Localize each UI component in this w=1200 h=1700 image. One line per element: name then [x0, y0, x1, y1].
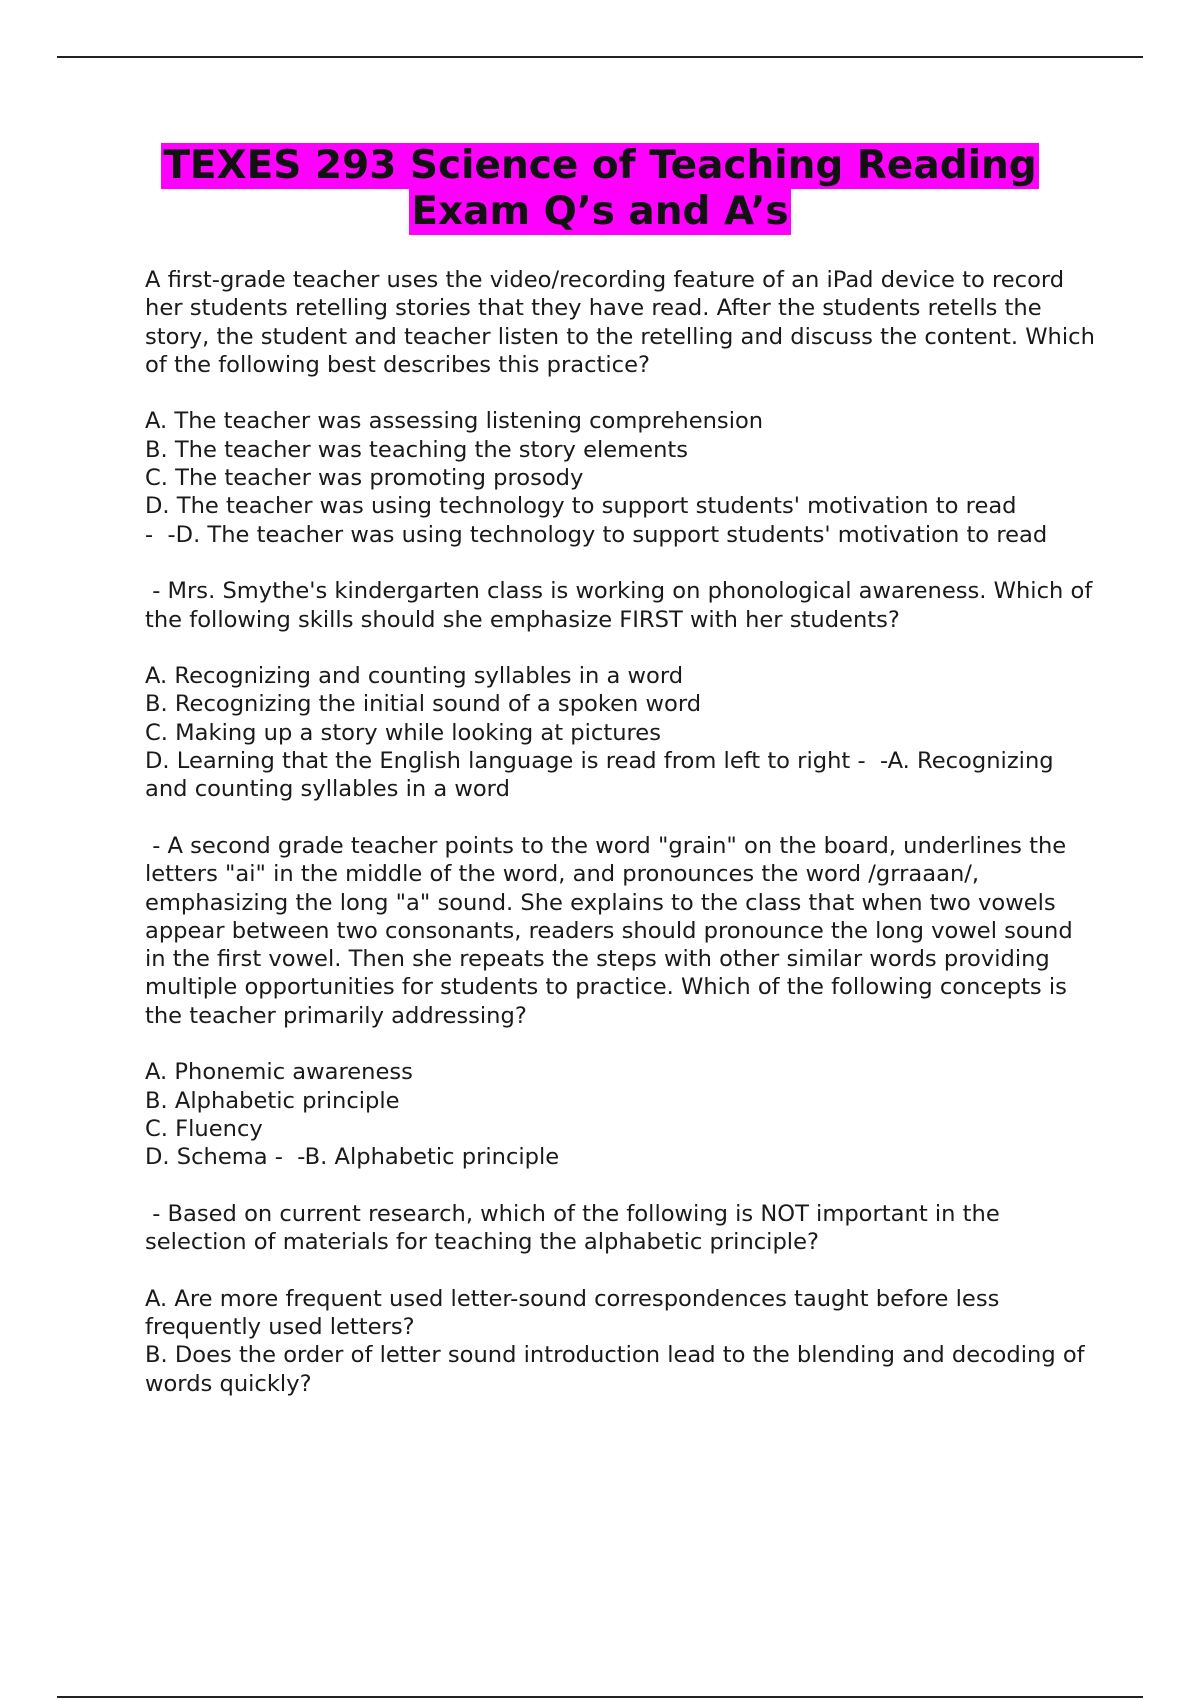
- header-rule: [57, 56, 1143, 58]
- title-line-1: TEXES 293 Science of Teaching Reading: [163, 143, 1037, 188]
- question-2-option-b: B. Recognizing the initial sound of a spoken word: [145, 691, 702, 718]
- question-2-stem: - Mrs. Smythe's kindergarten class is working on phonological awareness. Which of the following skills should she emphasize FIRST with her students?: [145, 578, 1100, 633]
- question-1-answer: - -D. The teacher was using technology to support students' motivation to read: [145, 521, 1048, 548]
- question-2-option-a: A. Recognizing and counting syllables in a word: [145, 663, 684, 690]
- question-1-option-c: C. The teacher was promoting prosody: [145, 465, 584, 492]
- question-1-option-a: A. The teacher was assessing listening comprehension: [145, 408, 764, 435]
- question-1-option-d: D. The teacher was using technology to support students' motivation to read: [145, 493, 1017, 520]
- question-2-option-d: D. Learning that the English language is read from left to right - -A. Recognizing and counting syllables in a word: [145, 748, 1061, 803]
- document-title: [0, 143, 1200, 235]
- question-2-option-c: C. Making up a story while looking at pictures: [145, 719, 661, 746]
- document-body: [145, 266, 1103, 1398]
- footer-rule: [57, 1696, 1143, 1698]
- title-line-2: Exam Q’s and A’s: [411, 189, 789, 234]
- question-3-option-a: A. Phonemic awareness: [145, 1059, 413, 1086]
- question-4-stem: - Based on current research, which of the following is NOT important in the selection of materials for teaching the alphabetic principle?: [145, 1200, 1007, 1256]
- question-3-option-c: C. Fluency: [145, 1115, 263, 1142]
- question-4-option-a: A. Are more frequent used letter-sound correspondences taught before less frequently used letters?: [145, 1285, 1007, 1340]
- question-3-option-b: B. Alphabetic principle: [145, 1087, 400, 1114]
- question-4-option-b: B. Does the order of letter sound introduction lead to the blending and decoding of words quickly?: [145, 1342, 1092, 1397]
- question-1-stem: A first-grade teacher uses the video/recording feature of an iPad device to record her students retelling stories that they have read. After the students retells the story, the student and teacher listen to the retelling and discuss the content. Which of the following best describes this practice?: [145, 267, 1103, 378]
- question-1-option-b: B. The teacher was teaching the story elements: [145, 436, 689, 463]
- question-3-stem: - A second grade teacher points to the word "grain" on the board, underlines the letters "ai" in the middle of the word, and pronounces the word /grraaan/, emphasizing the long "a" sound. She explains to the class that when two vowels appear between two consonants, readers should pronounce the long vowel sound in the first vowel. Then she repeats the steps with other similar words providing multiple opportunities for students to practice. Which of the following concepts is the teacher primarily addressing?: [145, 832, 1080, 1029]
- question-3-option-d: D. Schema - -B. Alphabetic principle: [145, 1144, 560, 1171]
